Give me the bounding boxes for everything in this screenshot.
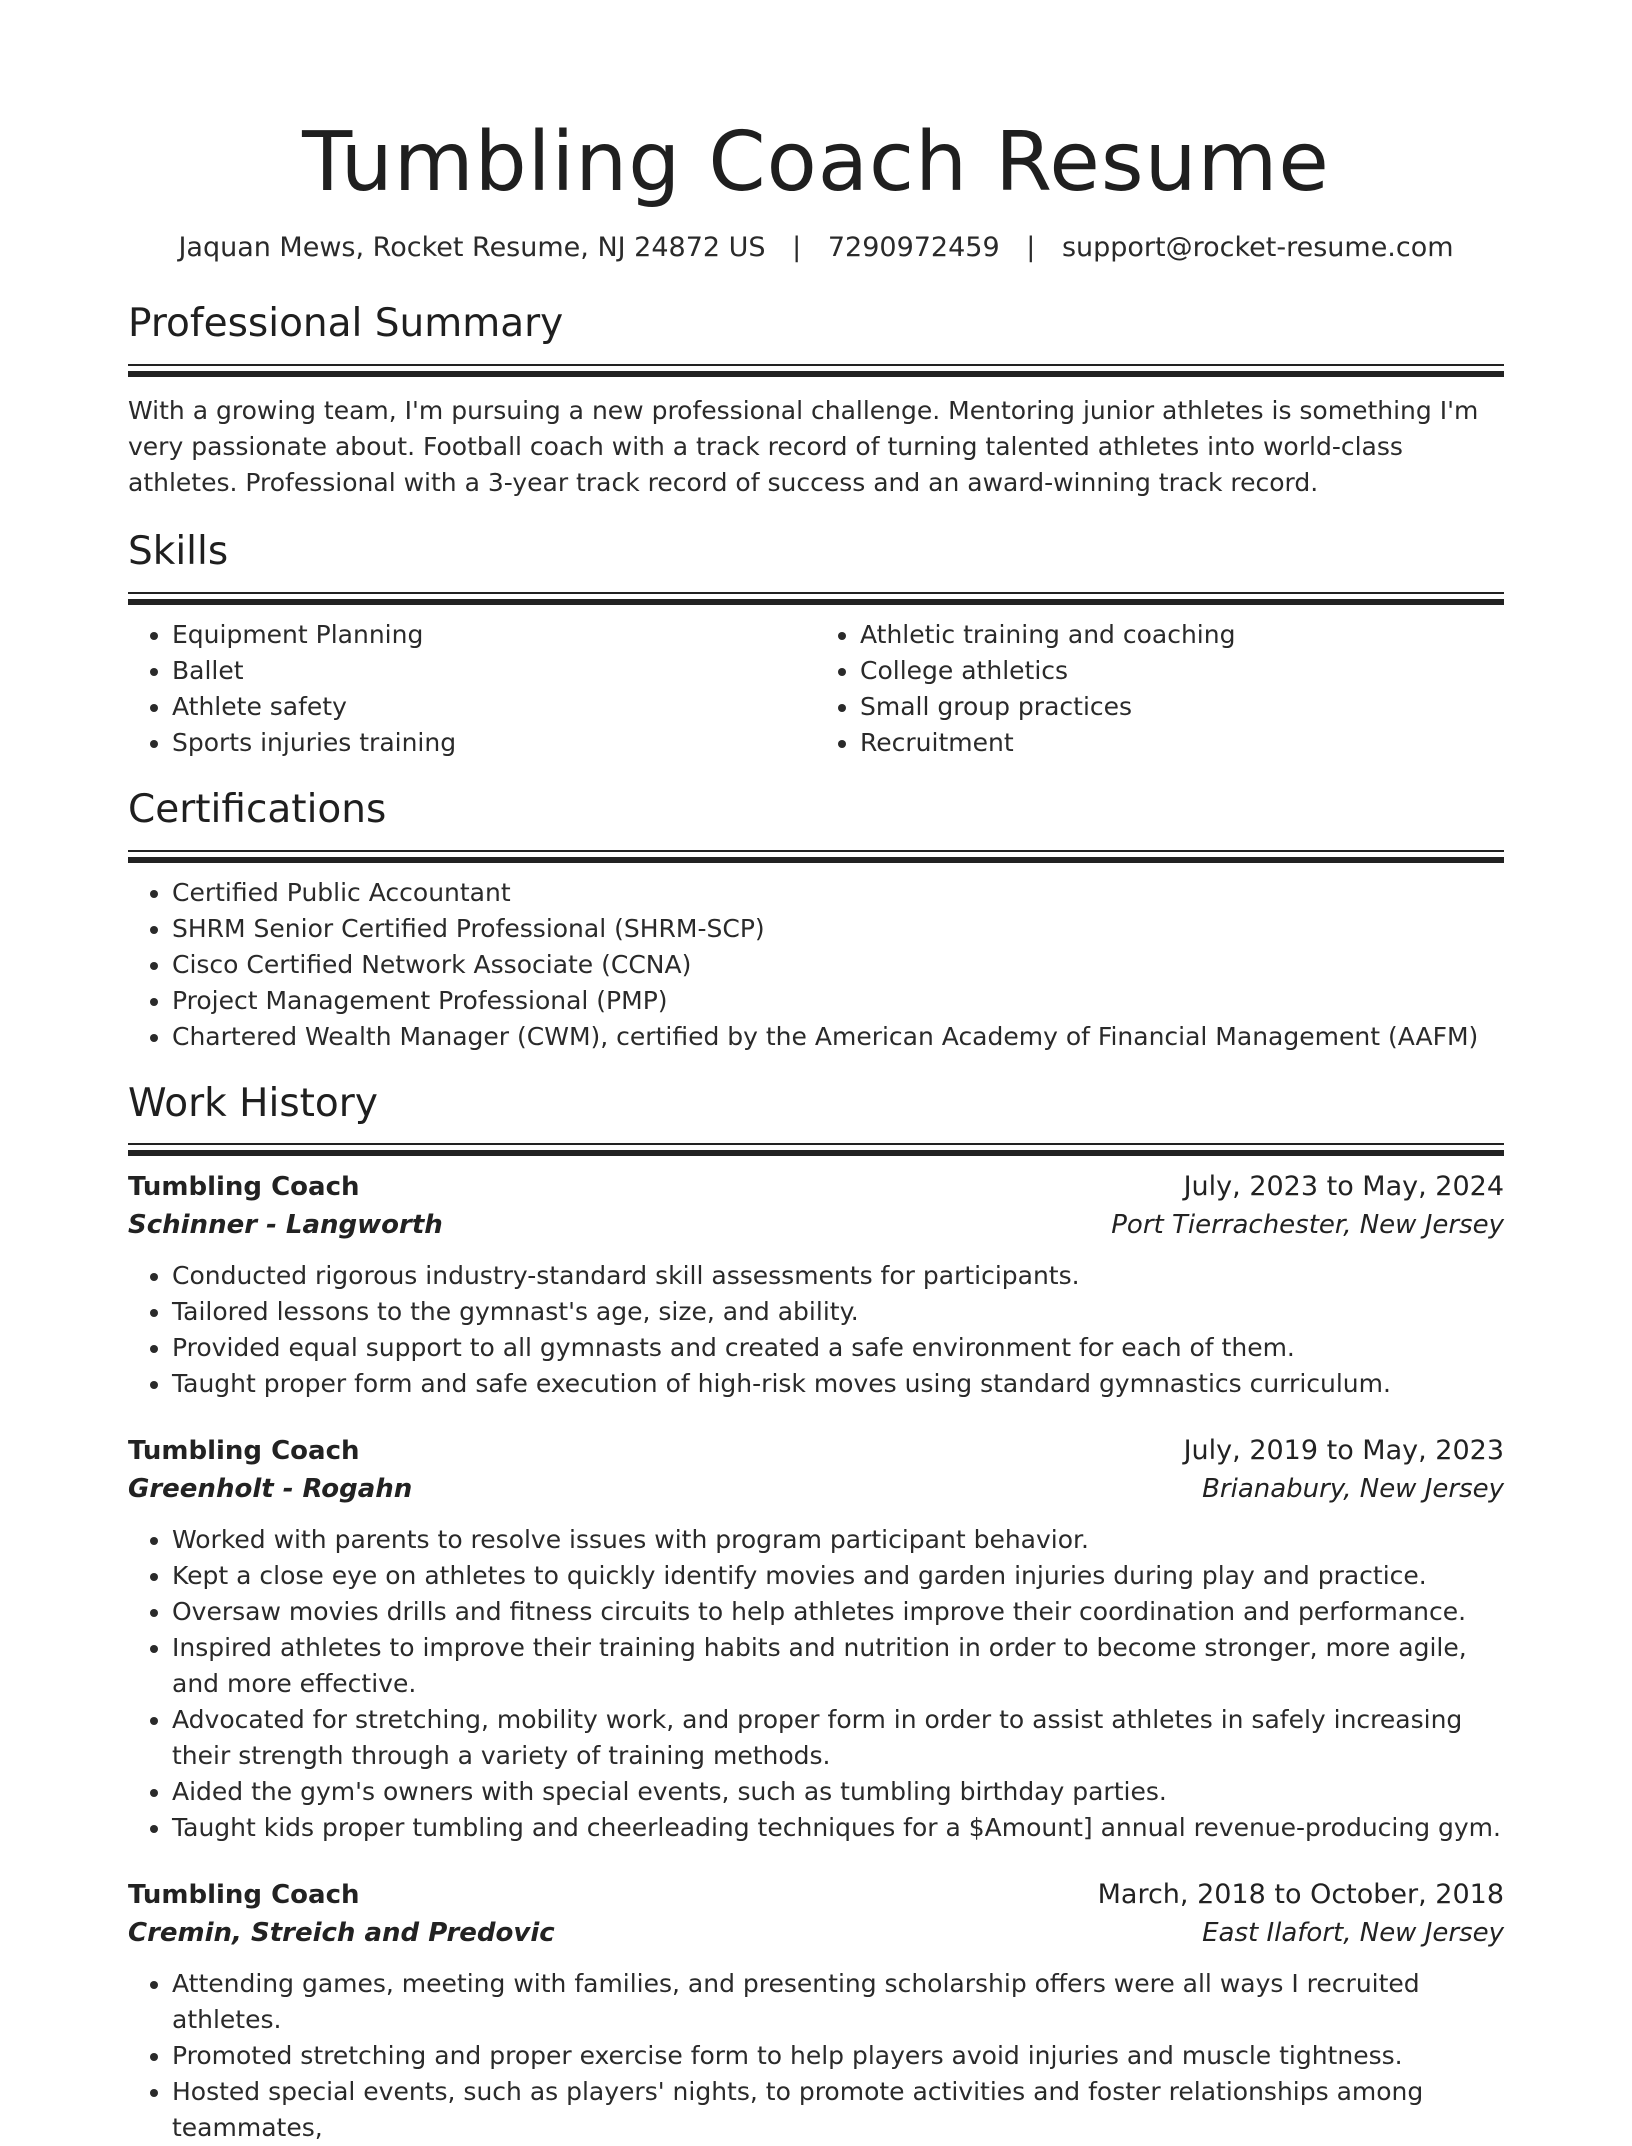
job-duty: • Promoted stretching and proper exercise form to help players avoid injuries and muscle tightness.: [172, 2038, 1504, 2074]
section-title-skills: Skills: [128, 529, 229, 575]
skills-list-right: [816, 617, 1504, 761]
skill-item: • Sports injuries training: [172, 725, 816, 761]
job-duty: • Attending games, meeting with families, and presenting scholarship offers were all ways I recruited athletes.: [172, 1966, 1504, 2038]
skill-item: • Athletic training and coaching: [860, 617, 1504, 653]
job-company: Schinner - Langworth: [128, 1210, 443, 1241]
job-duty: • Tailored lessons to the gymnast's age, size, and ability.: [172, 1294, 1504, 1330]
summary-text: With a growing team, I'm pursuing a new professional challenge. Mentoring junior athletes is something I'm very passionate about. Football coach with a track record of turning talented athletes into world-class athletes. Professional with a 3-year track record of success and an award-winning track record.: [128, 396, 1479, 498]
job-dates: July, 2019 to May, 2023: [1183, 1435, 1504, 1467]
job-duty: • Kept a close eye on athletes to quickly identify movies and garden injuries during play and practice.: [172, 1558, 1504, 1594]
job-entry: [128, 1168, 1504, 1402]
job-subheader: [128, 1470, 1504, 1508]
job-duty: • Worked with parents to resolve issues with program participant behavior.: [172, 1522, 1504, 1558]
skill-item: • Small group practices: [860, 689, 1504, 725]
certifications-section: [128, 787, 1504, 1055]
section-title-work-history: Work History: [128, 1080, 378, 1126]
skill-item: • Equipment Planning: [172, 617, 816, 653]
section-title-summary: Professional Summary: [128, 301, 564, 347]
certification-item: • Cisco Certified Network Associate (CCNA): [172, 947, 1504, 983]
job-subheader: [128, 1914, 1504, 1952]
certification-item: • Project Management Professional (PMP): [172, 983, 1504, 1019]
section-divider: [128, 850, 1504, 863]
job-dates: March, 2018 to October, 2018: [1097, 1879, 1504, 1911]
contact-address: Jaquan Mews, Rocket Resume, NJ 24872 US: [178, 232, 766, 264]
job-duty: • Taught proper form and safe execution of high-risk moves using standard gymnastics curriculum.: [172, 1366, 1504, 1402]
skill-item: • Athlete safety: [172, 689, 816, 725]
job-duty: • Inspired athletes to improve their training habits and nutrition in order to become stronger, more agile, and more effective.: [172, 1630, 1504, 1702]
contact-phone: 7290972459: [827, 232, 1000, 264]
summary-section: [128, 301, 1504, 501]
job-header: [128, 1876, 1504, 1914]
contact-separator: |: [792, 232, 802, 264]
job-duties-list: [128, 1966, 1504, 2146]
job-duty: • Conducted rigorous industry-standard skill assessments for participants.: [172, 1258, 1504, 1294]
job-location: Brianabury, New Jersey: [1202, 1474, 1504, 1505]
skill-item: • College athletics: [860, 653, 1504, 689]
job-header: [128, 1168, 1504, 1206]
job-title: Tumbling Coach: [128, 1436, 360, 1467]
certification-item: • Certified Public Accountant: [172, 875, 1504, 911]
skills-list-left: [128, 617, 816, 761]
contact-separator: |: [1026, 232, 1036, 264]
job-title: Tumbling Coach: [128, 1172, 360, 1203]
section-divider: [128, 364, 1504, 377]
skills-grid: [128, 617, 1504, 761]
job-dates: July, 2023 to May, 2024: [1183, 1171, 1504, 1203]
job-header: [128, 1432, 1504, 1470]
job-title: Tumbling Coach: [128, 1880, 360, 1911]
job-duties-list: [128, 1522, 1504, 1846]
contact-email[interactable]: support@rocket-resume.com: [1061, 232, 1454, 264]
job-subheader: [128, 1206, 1504, 1244]
job-location: Port Tierrachester, New Jersey: [1111, 1210, 1504, 1241]
job-company: Cremin, Streich and Predovic: [128, 1918, 555, 1949]
job-duty: • Provided equal support to all gymnasts and created a safe environment for each of them.: [172, 1330, 1504, 1366]
section-divider: [128, 592, 1504, 605]
section-divider: [128, 1143, 1504, 1156]
contact-line: [128, 230, 1504, 265]
job-duties-list: [128, 1258, 1504, 1402]
job-location: East Ilafort, New Jersey: [1202, 1918, 1504, 1949]
certifications-list: [128, 875, 1504, 1055]
job-entry: [128, 1876, 1504, 2146]
job-entry: [128, 1432, 1504, 1846]
resume-title: Tumbling Coach Resume: [302, 115, 1330, 210]
job-duty: • Advocated for stretching, mobility work, and proper form in order to assist athletes in safely increasing their strength through a variety of training methods.: [172, 1702, 1504, 1774]
job-duty: • Hosted special events, such as players' nights, to promote activities and foster relationships among teammates,: [172, 2074, 1504, 2146]
certification-item: • Chartered Wealth Manager (CWM), certified by the American Academy of Financial Management (AAFM): [172, 1019, 1504, 1055]
section-title-certifications: Certifications: [128, 786, 387, 832]
job-duty: • Taught kids proper tumbling and cheerleading techniques for a $Amount] annual revenue-producing gym.: [172, 1810, 1504, 1846]
skills-section: [128, 529, 1504, 761]
skill-item: • Recruitment: [860, 725, 1504, 761]
job-duty: • Aided the gym's owners with special events, such as tumbling birthday parties.: [172, 1774, 1504, 1810]
certification-item: • SHRM Senior Certified Professional (SHRM-SCP): [172, 911, 1504, 947]
job-duty: • Oversaw movies drills and fitness circuits to help athletes improve their coordination and performance.: [172, 1594, 1504, 1630]
job-company: Greenholt - Rogahn: [128, 1474, 413, 1505]
work-history-section: [128, 1081, 1504, 2146]
skill-item: • Ballet: [172, 653, 816, 689]
